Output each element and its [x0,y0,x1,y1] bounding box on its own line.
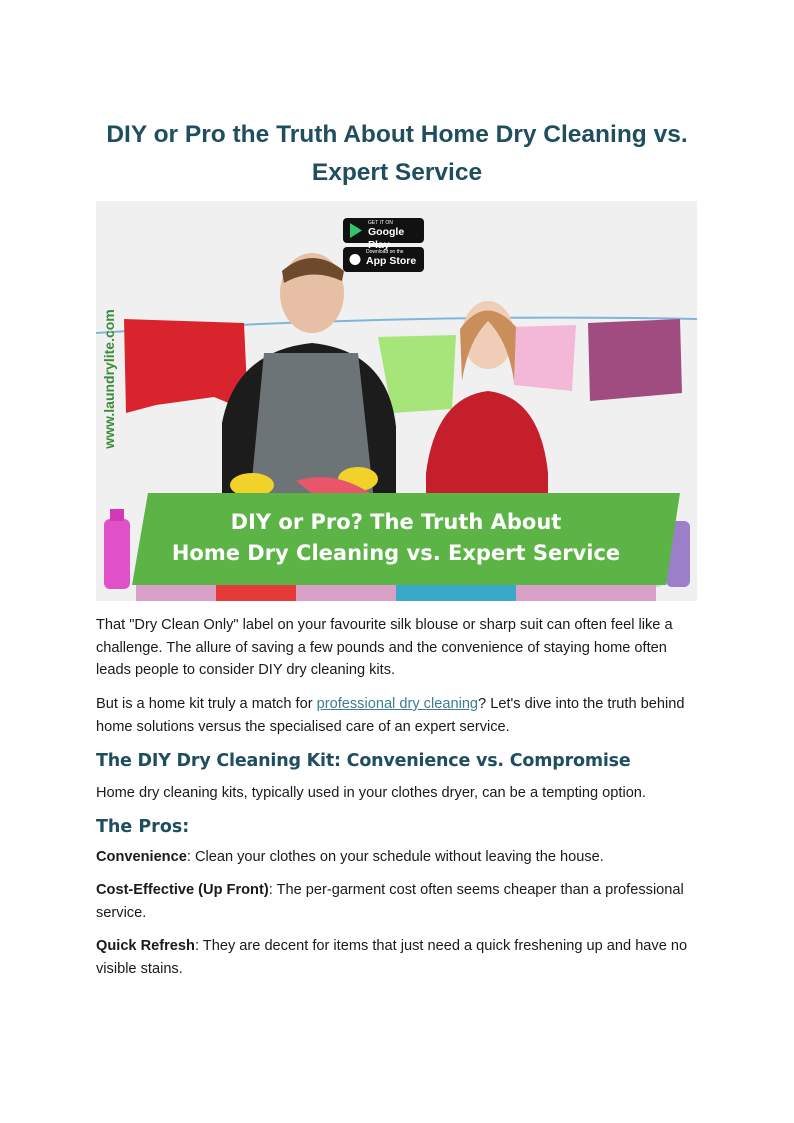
banner-text [156,507,636,569]
pro-text: : They are decent for items that just need a quick freshening up and have no visible stains. [96,938,688,977]
section-heading: The DIY Dry Cleaning Kit: Convenience vs. Compromise [96,751,631,771]
pro-text: : The per-garment cost often seems cheaper than a professional service. [96,882,684,921]
banner-line-1: DIY or Pro? The Truth About [230,510,562,534]
second-paragraph [96,693,698,738]
pro-label: Convenience [96,849,187,865]
pro-item-cost-effective [96,879,698,924]
professional-dry-cleaning-link[interactable]: professional dry cleaning [316,696,479,712]
hero-image [96,201,697,601]
second-paragraph-after: ? Let's dive into the truth behind home solutions versus the specialised care of an expert service. [96,696,685,735]
pro-item-convenience [96,846,698,869]
page-title: DIY or Pro the Truth About Home Dry Cleaning vs. Expert Service [106,121,688,186]
banner-line-2: Home Dry Cleaning vs. Expert Service [171,541,621,565]
pro-text: : Clean your clothes on your schedule without leaving the house. [186,849,604,865]
app-store-badge[interactable] [366,249,424,268]
google-play-small-text: GET IT ON [368,220,393,226]
pro-label: Cost-Effective (Up Front) [96,882,269,898]
pros-heading: The Pros: [96,817,190,837]
pro-item-quick-refresh [96,935,698,980]
google-play-label: Google Play [368,226,405,251]
google-play-badge[interactable] [368,220,424,252]
app-store-label: App Store [366,255,417,267]
intro-paragraph: That "Dry Clean Only" label on your favourite silk blouse or sharp suit can often feel like a challenge. The allure of saving a few pounds and the convenience of staying home often leads people to consider DIY dry cleaning kits. [96,617,673,678]
app-store-small-text: Download on the [366,249,404,255]
pro-label: Quick Refresh [96,938,195,954]
watermark-text: www.laundrylite.com [101,309,117,449]
second-paragraph-before: But is a home kit truly a match for [96,696,317,712]
section-paragraph: Home dry cleaning kits, typically used in your clothes dryer, can be a tempting option. [96,785,646,801]
